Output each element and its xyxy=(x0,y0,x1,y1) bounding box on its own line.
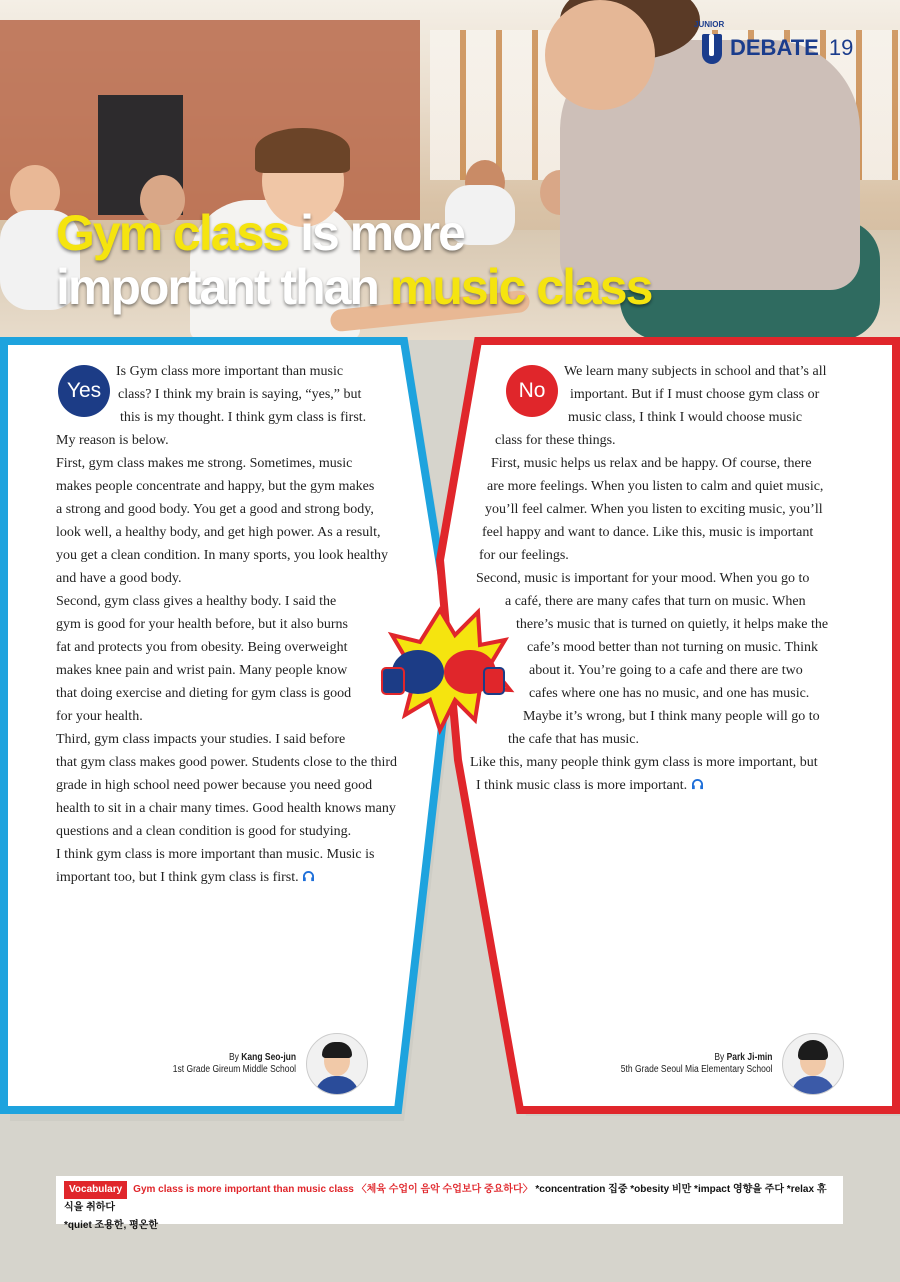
text-line: Is Gym class more important than music xyxy=(116,364,344,379)
text-line: this is my thought. I think gym class is first. xyxy=(120,410,367,425)
text-line: for our feelings. xyxy=(479,548,569,563)
text-line: makes people concentrate and happy, but the gym makes xyxy=(56,479,375,494)
logo-junior-text: JUNIOR xyxy=(694,20,725,29)
text-line: Second, music is important for your mood. When you go to xyxy=(476,571,810,586)
text-line: I think music class is more important. xyxy=(476,778,688,793)
text-line: fat and protects you from obesity. Being overweight xyxy=(56,640,348,655)
text-line: about it. You’re going to a cafe and there are two xyxy=(529,663,803,678)
text-line: are more feelings. When you listen to calm and quiet music, xyxy=(487,479,824,494)
author-school: 5th Grade Seoul Mia Elementary School xyxy=(620,1064,772,1075)
text-line: questions and a clean condition is good for studying. xyxy=(56,824,352,839)
headline-text: is more xyxy=(288,205,464,261)
no-body xyxy=(0,429,900,797)
text-line: health to sit in a chair many times. Good health knows many xyxy=(56,801,396,816)
text-line: the cafe that has music. xyxy=(508,732,640,747)
text-line: My reason is below. xyxy=(56,433,169,448)
headline-highlight: Gym class xyxy=(56,205,289,261)
vocabulary-items: *concentration 집중 *obesity 비만 *impact 영향을 주다 *relax 휴식을 취하다 xyxy=(64,1184,827,1213)
text-line: Maybe it’s wrong, but I think many people will go to xyxy=(523,709,820,724)
text-line: a strong and good body. You get a good and strong body, xyxy=(56,502,374,517)
yes-badge: Yes xyxy=(58,365,110,417)
text-line: cafe’s mood better than not turning on music. Think xyxy=(527,640,818,655)
text-line: Second, gym class gives a healthy body. I said the xyxy=(56,594,337,609)
text-line-with-icon xyxy=(56,866,397,889)
text-line: there’s music that is turned on quietly, it helps make the xyxy=(516,617,829,632)
yes-intro xyxy=(116,360,366,429)
text-line: cafes where one has no music, and one has music. xyxy=(529,686,810,701)
text-line: important. But if I must choose gym class or xyxy=(570,387,820,402)
author-school: 1st Grade Gireum Middle School xyxy=(172,1064,296,1075)
text-line: Third, gym class impacts your studies. I said before xyxy=(56,732,346,747)
text-line: a café, there are many cafes that turn on music. When xyxy=(505,594,806,609)
headline-text: important than xyxy=(56,259,390,315)
text-line: class? I think my brain is saying, “yes,” but xyxy=(118,387,362,402)
headline-highlight: music class xyxy=(389,259,652,315)
text-line: We learn many subjects in school and that’s all xyxy=(564,364,827,379)
vocabulary-items: *quiet 조용한, 평온한 xyxy=(64,1220,159,1231)
vocabulary-title: Gym class is more important than music class xyxy=(133,1184,354,1195)
text-line: that gym class makes good power. Students close to the third xyxy=(56,755,398,770)
text-line: that doing exercise and dieting for gym class is good xyxy=(56,686,352,701)
text-line: feel happy and want to dance. Like this, music is important xyxy=(482,525,814,540)
text-line: music class, I think I would choose music xyxy=(568,410,803,425)
no-byline xyxy=(620,1052,772,1076)
headphones-icon xyxy=(302,871,315,882)
text-line: you get a clean condition. In many sports, you look healthy xyxy=(56,548,389,563)
text-line: I think gym class is more important than music. Music is xyxy=(56,847,375,862)
no-intro xyxy=(564,360,826,429)
vocabulary-box xyxy=(56,1176,843,1231)
text-line: First, music helps us relax and be happy. Of course, there xyxy=(491,456,812,471)
text-line-with-icon xyxy=(476,774,900,797)
yes-byline xyxy=(173,1052,296,1076)
text-line: important too, but I think gym class is first. xyxy=(56,870,299,885)
author-name: Kang Seo-jun xyxy=(241,1052,296,1063)
text-line: First, gym class makes me strong. Sometimes, music xyxy=(56,456,353,471)
text-line: class for these things. xyxy=(495,433,616,448)
text-line: makes knee pain and wrist pain. Many people know xyxy=(56,663,348,678)
section-name: DEBATE xyxy=(730,35,819,60)
no-badge: No xyxy=(506,365,558,417)
by-label: By xyxy=(713,1052,724,1063)
text-line: grade in high school need power because you need good xyxy=(56,778,373,793)
vocabulary-title-korean: 〈체육 수업이 음악 수업보다 중요하다〉 xyxy=(356,1184,533,1195)
text-line: look well, a healthy body, and get high power. As a result, xyxy=(56,525,381,540)
text-line: gym is good for your health before, but it also burns xyxy=(56,617,349,632)
text-line: Like this, many people think gym class is more important, but xyxy=(470,755,818,770)
avatar xyxy=(782,1033,844,1095)
text-line: for your health. xyxy=(56,709,143,724)
author-name: Park Ji-min xyxy=(726,1052,772,1063)
by-label: By xyxy=(228,1052,239,1063)
avatar xyxy=(306,1033,368,1095)
text-line: you’ll feel calmer. When you listen to exciting music, you’ll xyxy=(485,502,823,517)
text-line: and have a good body. xyxy=(56,571,182,586)
vocabulary-tag: Vocabulary xyxy=(64,1181,127,1199)
page-number: 19 xyxy=(828,35,854,60)
headphones-icon xyxy=(691,779,704,790)
